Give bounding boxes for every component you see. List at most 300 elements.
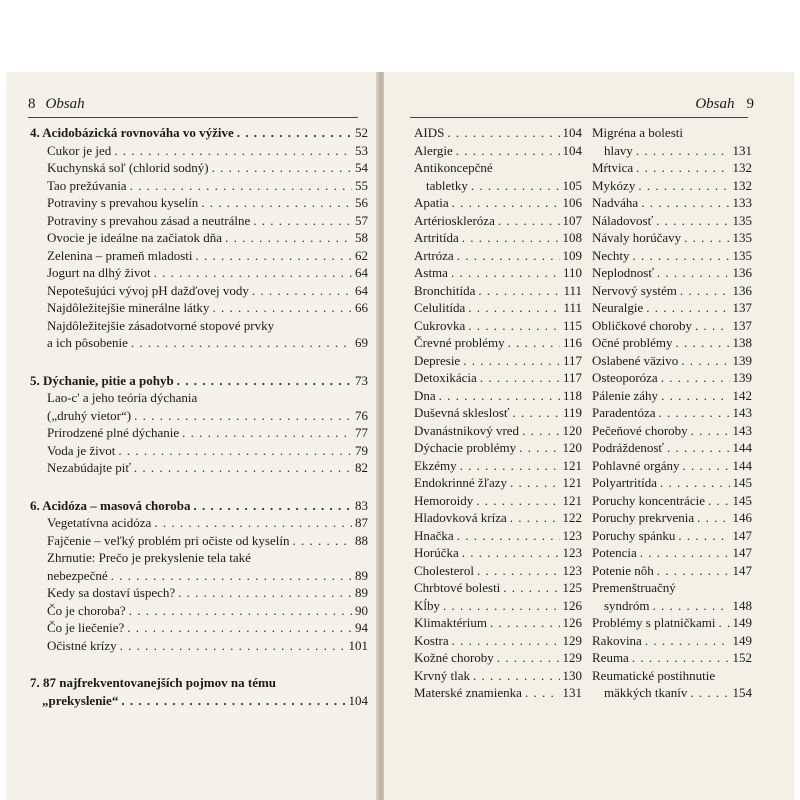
toc-leader-dots bbox=[497, 649, 560, 667]
toc-entry bbox=[592, 317, 752, 335]
toc-leader-dots bbox=[134, 459, 352, 477]
toc-entry-page: 53 bbox=[355, 142, 368, 158]
toc-entry-title: „prekyslenie“ bbox=[42, 692, 119, 708]
left-page-number: 8 bbox=[28, 96, 36, 112]
toc-entry-title: hlavy bbox=[604, 142, 633, 158]
toc-entry-title: Hemoroidy bbox=[414, 492, 474, 508]
toc-entry-page: 88 bbox=[355, 532, 368, 548]
toc-entry-title: Nezabúdajte piť bbox=[47, 460, 131, 475]
section-gap bbox=[30, 654, 368, 674]
toc-entry-title: Potraviny s prevahou zásad a neutrálne bbox=[47, 212, 251, 228]
toc-entry-title: 4. Acidobázická rovnováha vo výžive bbox=[30, 125, 234, 140]
toc-entry-page: 110 bbox=[562, 265, 582, 280]
toc-entry bbox=[592, 124, 752, 142]
toc-entry bbox=[30, 282, 368, 300]
toc-entry bbox=[30, 229, 368, 247]
toc-entry-page: 66 bbox=[355, 300, 368, 315]
toc-entry-page: 123 bbox=[562, 545, 582, 560]
toc-leader-dots bbox=[646, 299, 729, 317]
right-page-header bbox=[695, 96, 754, 113]
toc-entry bbox=[592, 684, 752, 702]
toc-entry-title: Premenštruačný bbox=[592, 580, 676, 595]
toc-entry bbox=[30, 334, 368, 352]
toc-entry-title: Detoxikácia bbox=[414, 370, 477, 385]
left-header-rule bbox=[28, 117, 358, 118]
toc-entry-page: 106 bbox=[562, 195, 582, 210]
toc-entry-page: 69 bbox=[355, 335, 368, 350]
toc-entry bbox=[414, 387, 582, 405]
toc-entry-title: Zelenina – prameň mladosti bbox=[47, 247, 193, 263]
toc-entry-title: Cholesterol bbox=[414, 562, 474, 578]
toc-entry-page: 87 bbox=[355, 515, 368, 530]
toc-entry-title: Tao prežúvania bbox=[47, 177, 127, 193]
toc-entry bbox=[414, 649, 582, 667]
right-page-number: 9 bbox=[746, 96, 754, 112]
toc-leader-dots bbox=[667, 439, 730, 457]
toc-leader-dots bbox=[120, 637, 346, 655]
toc-entry-title: Nadváha bbox=[592, 195, 639, 210]
toc-entry bbox=[592, 282, 752, 300]
toc-entry-title: Čo je liečenie? bbox=[47, 620, 125, 635]
toc-entry bbox=[414, 439, 582, 457]
toc-entry-title: Duševná skleslosť bbox=[414, 405, 510, 420]
toc-entry-page: 52 bbox=[355, 125, 368, 140]
toc-entry bbox=[414, 474, 582, 492]
toc-entry bbox=[30, 124, 368, 142]
toc-entry-page: 83 bbox=[355, 497, 368, 513]
toc-entry bbox=[414, 282, 582, 300]
right-header-rule bbox=[410, 117, 748, 118]
toc-entry bbox=[592, 492, 752, 510]
toc-entry-page: 115 bbox=[562, 317, 582, 333]
toc-entry-page: 152 bbox=[732, 650, 752, 665]
toc-entry-title: Chrbtové bolesti bbox=[414, 580, 501, 595]
toc-entry bbox=[30, 212, 368, 230]
toc-entry bbox=[592, 264, 752, 282]
toc-entry-title: Krvný tlak bbox=[414, 667, 470, 683]
toc-leader-dots bbox=[462, 544, 560, 562]
toc-leader-dots bbox=[478, 282, 560, 300]
toc-leader-dots bbox=[697, 509, 729, 527]
toc-entry bbox=[30, 532, 368, 550]
toc-entry bbox=[414, 684, 582, 702]
toc-entry-title: Mŕtvica bbox=[592, 160, 634, 175]
toc-entry-title: Podráždenosť bbox=[592, 440, 664, 455]
toc-entry-page: 129 bbox=[562, 650, 582, 665]
toc-entry-page: 57 bbox=[355, 212, 368, 228]
toc-entry-page: 122 bbox=[562, 510, 582, 525]
toc-entry bbox=[414, 317, 582, 335]
toc-entry-title: Rakovina bbox=[592, 632, 642, 648]
toc-entry bbox=[414, 614, 582, 632]
toc-entry-page: 143 bbox=[732, 422, 752, 438]
toc-entry-page: 55 bbox=[355, 177, 368, 193]
toc-leader-dots bbox=[457, 527, 560, 545]
toc-entry-title: syndróm bbox=[604, 597, 650, 613]
toc-entry-page: 126 bbox=[562, 615, 582, 630]
toc-entry bbox=[592, 352, 752, 370]
toc-entry-page: 89 bbox=[355, 585, 368, 600]
toc-entry-page: 117 bbox=[562, 352, 582, 368]
toc-entry-title: Vegetatívna acidóza bbox=[47, 515, 152, 530]
toc-leader-dots bbox=[468, 299, 560, 317]
toc-leader-dots bbox=[252, 282, 352, 300]
toc-leader-dots bbox=[659, 404, 730, 422]
toc-entry-title: Kuchynská soľ (chlorid sodný) bbox=[47, 160, 209, 175]
toc-entry bbox=[414, 177, 582, 195]
toc-leader-dots bbox=[508, 334, 560, 352]
toc-entry-page: 104 bbox=[348, 692, 368, 708]
toc-entry-title: Kedy sa dostaví úspech? bbox=[47, 585, 176, 600]
toc-entry-page: 118 bbox=[562, 387, 582, 403]
toc-entry bbox=[414, 142, 582, 160]
toc-leader-dots bbox=[660, 474, 730, 492]
toc-entry bbox=[592, 632, 752, 650]
toc-entry-title: Očistné krízy bbox=[47, 637, 117, 653]
toc-leader-dots bbox=[503, 579, 559, 597]
toc-entry bbox=[592, 457, 752, 475]
toc-entry-page: 120 bbox=[562, 440, 582, 455]
toc-entry bbox=[414, 352, 582, 370]
toc-entry bbox=[30, 497, 368, 515]
right-running-title: Obsah bbox=[695, 96, 735, 112]
toc-entry-page: 136 bbox=[732, 265, 752, 280]
toc-entry-page: 133 bbox=[732, 195, 752, 210]
toc-entry-title: Kostra bbox=[414, 632, 449, 648]
toc-leader-dots bbox=[439, 387, 560, 405]
toc-entry-title: Paradentóza bbox=[592, 405, 656, 420]
toc-leader-dots bbox=[633, 247, 730, 265]
toc-entry bbox=[414, 492, 582, 510]
toc-entry-title: Nervový systém bbox=[592, 282, 677, 298]
toc-entry bbox=[414, 632, 582, 650]
toc-entry-page: 121 bbox=[562, 457, 582, 473]
toc-entry bbox=[592, 247, 752, 265]
toc-leader-dots bbox=[212, 299, 352, 317]
toc-entry-title: Dýchacie problémy bbox=[414, 440, 517, 455]
toc-entry bbox=[30, 424, 368, 442]
toc-entry-title: Prirodzené plné dýchanie bbox=[47, 425, 180, 440]
toc-entry-page: 125 bbox=[562, 580, 582, 595]
toc-entry-page: 62 bbox=[355, 247, 368, 263]
toc-entry-page: 144 bbox=[732, 440, 752, 455]
toc-entry bbox=[592, 422, 752, 440]
toc-entry-title: Horúčka bbox=[414, 545, 459, 560]
toc-leader-dots bbox=[683, 457, 730, 475]
toc-entry-page: 123 bbox=[562, 527, 582, 543]
toc-entry-title: Kĺby bbox=[414, 597, 440, 613]
toc-entry-title: Osteoporóza bbox=[592, 370, 658, 385]
toc-entry bbox=[592, 404, 752, 422]
toc-entry-page: 145 bbox=[732, 492, 752, 508]
left-running-title: Obsah bbox=[45, 96, 85, 112]
toc-entry-page: 111 bbox=[563, 300, 582, 315]
toc-entry-page: 79 bbox=[355, 442, 368, 458]
toc-entry-title: Ekzémy bbox=[414, 457, 457, 473]
toc-leader-dots bbox=[456, 142, 560, 160]
toc-leader-dots bbox=[443, 597, 560, 615]
toc-entry-title: Antikoncepčné bbox=[414, 160, 493, 175]
toc-leader-dots bbox=[512, 404, 560, 422]
toc-leader-dots bbox=[114, 142, 352, 160]
toc-leader-dots bbox=[636, 142, 730, 160]
toc-entry bbox=[414, 124, 582, 142]
toc-leader-dots bbox=[519, 439, 559, 457]
toc-entry-page: 101 bbox=[348, 637, 368, 653]
toc-entry-page: 121 bbox=[562, 492, 582, 508]
toc-entry bbox=[414, 247, 582, 265]
toc-entry-title: 6. Acidóza – masová choroba bbox=[30, 497, 191, 513]
toc-leader-dots bbox=[134, 407, 352, 425]
toc-entry-page: 111 bbox=[563, 282, 582, 298]
toc-entry bbox=[414, 544, 582, 562]
toc-entry-title: Depresie bbox=[414, 352, 461, 368]
toc-leader-dots bbox=[131, 334, 352, 352]
toc-leader-dots bbox=[522, 422, 559, 440]
toc-entry bbox=[30, 299, 368, 317]
toc-leader-dots bbox=[182, 424, 352, 442]
toc-entry-title: Oslabené väzivo bbox=[592, 352, 679, 368]
toc-entry-page: 56 bbox=[355, 195, 368, 210]
toc-leader-dots bbox=[193, 497, 352, 515]
toc-entry-page: 54 bbox=[355, 160, 368, 175]
toc-entry-title: Poruchy koncentrácie bbox=[592, 492, 705, 508]
toc-leader-dots bbox=[510, 474, 560, 492]
toc-leader-dots bbox=[638, 177, 729, 195]
toc-entry-page: 135 bbox=[732, 230, 752, 245]
toc-leader-dots bbox=[118, 442, 352, 460]
toc-entry bbox=[414, 369, 582, 387]
toc-entry bbox=[592, 474, 752, 492]
toc-entry-page: 129 bbox=[562, 632, 582, 648]
toc-leader-dots bbox=[292, 532, 352, 550]
section-gap bbox=[30, 352, 368, 372]
toc-entry bbox=[414, 562, 582, 580]
toc-entry-title: Astma bbox=[414, 265, 448, 280]
toc-leader-dots bbox=[462, 229, 560, 247]
toc-entry bbox=[592, 142, 752, 160]
toc-entry-page: 139 bbox=[732, 370, 752, 385]
toc-entry bbox=[592, 527, 752, 545]
toc-entry-page: 105 bbox=[562, 177, 582, 193]
toc-entry bbox=[30, 584, 368, 602]
toc-entry-page: 131 bbox=[732, 142, 752, 158]
toc-entry-page: 64 bbox=[355, 282, 368, 298]
toc-entry-page: 120 bbox=[562, 422, 582, 438]
toc-entry bbox=[414, 194, 582, 212]
section-gap bbox=[30, 477, 368, 497]
toc-entry-page: 145 bbox=[732, 475, 752, 490]
toc-entry bbox=[30, 142, 368, 160]
toc-entry-page: 149 bbox=[732, 615, 752, 630]
toc-leader-dots bbox=[457, 247, 560, 265]
toc-leader-dots bbox=[684, 229, 729, 247]
toc-leader-dots bbox=[657, 264, 730, 282]
toc-entry bbox=[414, 229, 582, 247]
toc-leader-dots bbox=[636, 159, 729, 177]
toc-entry-title: Pečeňové choroby bbox=[592, 422, 688, 438]
toc-entry-title: Reuma bbox=[592, 650, 629, 665]
toc-leader-dots bbox=[691, 422, 730, 440]
toc-entry bbox=[592, 509, 752, 527]
toc-leader-dots bbox=[657, 562, 730, 580]
toc-entry bbox=[592, 369, 752, 387]
toc-leader-dots bbox=[632, 649, 730, 667]
toc-entry-page: 117 bbox=[562, 370, 582, 385]
toc-leader-dots bbox=[127, 619, 352, 637]
toc-entry-title: Kožné choroby bbox=[414, 650, 494, 665]
toc-entry bbox=[414, 264, 582, 282]
toc-entry-page: 147 bbox=[732, 527, 752, 543]
toc-entry-page: 126 bbox=[562, 597, 582, 613]
toc-index-column-2 bbox=[592, 124, 752, 702]
toc-leader-dots bbox=[253, 212, 352, 230]
toc-entry bbox=[592, 229, 752, 247]
toc-leader-dots bbox=[452, 194, 560, 212]
toc-leader-dots bbox=[154, 264, 352, 282]
toc-entry bbox=[414, 527, 582, 545]
toc-entry-title: Najdôležitejšie zásadotvorné stopové prvky bbox=[47, 317, 275, 333]
toc-entry bbox=[414, 422, 582, 440]
toc-leader-dots bbox=[154, 514, 352, 532]
toc-leader-dots bbox=[641, 194, 729, 212]
toc-entry bbox=[30, 602, 368, 620]
toc-entry bbox=[414, 299, 582, 317]
toc-leader-dots bbox=[645, 632, 730, 650]
toc-entry bbox=[30, 674, 368, 692]
toc-entry-page: 76 bbox=[355, 407, 368, 423]
toc-entry-title: Hladovková kríza bbox=[414, 510, 507, 525]
toc-entry-title: a ich pôsobenie bbox=[47, 335, 128, 350]
toc-entry-title: 7. 87 najfrekventovanejších pojmov na tému bbox=[30, 675, 277, 690]
toc-leader-dots bbox=[129, 602, 352, 620]
toc-leader-dots bbox=[225, 229, 352, 247]
toc-entry bbox=[592, 562, 752, 580]
toc-leader-dots bbox=[451, 264, 560, 282]
toc-leader-dots bbox=[656, 212, 729, 230]
toc-entry-title: Dna bbox=[414, 387, 436, 403]
toc-entry-page: 135 bbox=[732, 247, 752, 263]
toc-leader-dots bbox=[525, 684, 560, 702]
toc-entry-title: Potraviny s prevahou kyselín bbox=[47, 195, 199, 210]
toc-leader-dots bbox=[473, 667, 560, 685]
toc-entry bbox=[30, 514, 368, 532]
toc-entry-title: Poruchy spánku bbox=[592, 527, 676, 543]
toc-entry-title: Najdôležitejšie minerálne látky bbox=[47, 300, 210, 315]
toc-entry-page: 138 bbox=[732, 335, 752, 350]
toc-entry-title: Neplodnosť bbox=[592, 265, 654, 280]
toc-entry-title: Nepotešujúci vývoj pH dažďovej vody bbox=[47, 282, 249, 298]
toc-entry-title: Celulitída bbox=[414, 300, 466, 315]
toc-entry-page: 89 bbox=[355, 567, 368, 583]
toc-entry-title: Jogurt na dlhý život bbox=[47, 265, 151, 280]
toc-leader-dots bbox=[678, 527, 729, 545]
toc-entry bbox=[414, 334, 582, 352]
toc-entry bbox=[30, 389, 368, 407]
toc-entry-page: 137 bbox=[732, 300, 752, 315]
toc-entry bbox=[30, 567, 368, 585]
toc-entry-title: Potencia bbox=[592, 545, 637, 560]
toc-entry-title: Fajčenie – veľký problém pri očiste od kyselín bbox=[47, 532, 290, 548]
toc-entry-title: Čo je choroba? bbox=[47, 602, 126, 618]
toc-leader-dots bbox=[676, 334, 730, 352]
toc-entry-title: Artróza bbox=[414, 247, 454, 263]
toc-leader-dots bbox=[690, 684, 729, 702]
toc-leader-dots bbox=[510, 509, 560, 527]
toc-entry-title: Polyartritída bbox=[592, 475, 657, 490]
toc-entry-title: Pálenie záhy bbox=[592, 387, 659, 403]
toc-entry-title: mäkkých tkanív bbox=[604, 685, 688, 700]
toc-entry-title: Migréna a bolesti bbox=[592, 125, 683, 140]
toc-entry bbox=[592, 177, 752, 195]
toc-entry-title: Ovocie je ideálne na začiatok dňa bbox=[47, 230, 223, 245]
toc-entry-page: 139 bbox=[732, 352, 752, 368]
toc-leader-dots bbox=[490, 614, 560, 632]
toc-entry-title: AIDS bbox=[414, 125, 445, 140]
toc-entry-page: 116 bbox=[562, 335, 582, 350]
toc-entry-title: Návaly horúčavy bbox=[592, 230, 682, 245]
toc-entry-page: 137 bbox=[732, 317, 752, 333]
toc-entry-page: 143 bbox=[732, 405, 752, 420]
toc-entry-title: Voda je život bbox=[47, 442, 116, 458]
toc-left-column bbox=[30, 124, 368, 709]
toc-entry-page: 109 bbox=[562, 247, 582, 263]
toc-entry-title: Lao-c' a jeho teória dýchania bbox=[47, 390, 198, 405]
toc-entry bbox=[592, 299, 752, 317]
toc-entry-page: 154 bbox=[732, 685, 752, 700]
toc-entry-title: Endokrinné žľazy bbox=[414, 475, 507, 490]
toc-entry-page: 147 bbox=[732, 545, 752, 560]
toc-leader-dots bbox=[195, 247, 352, 265]
toc-leader-dots bbox=[498, 212, 560, 230]
toc-leader-dots bbox=[111, 567, 352, 585]
toc-entry-title: tabletky bbox=[426, 177, 468, 193]
toc-entry-title: Artérioskleróza bbox=[414, 212, 495, 228]
toc-entry-title: Obličkové choroby bbox=[592, 317, 693, 333]
toc-leader-dots bbox=[201, 194, 352, 212]
toc-entry-page: 108 bbox=[562, 230, 582, 245]
toc-entry-page: 107 bbox=[562, 212, 582, 228]
toc-entry-page: 130 bbox=[562, 667, 582, 683]
toc-entry bbox=[592, 597, 752, 615]
toc-entry bbox=[30, 549, 368, 567]
toc-entry bbox=[592, 159, 752, 177]
toc-leader-dots bbox=[463, 352, 560, 370]
toc-entry-page: 94 bbox=[355, 620, 368, 635]
toc-entry bbox=[414, 212, 582, 230]
toc-entry bbox=[30, 692, 368, 710]
toc-entry-title: Dvanástnikový vred bbox=[414, 422, 520, 438]
toc-entry-title: Pohlavné orgány bbox=[592, 457, 680, 473]
toc-leader-dots bbox=[640, 544, 730, 562]
toc-entry bbox=[30, 194, 368, 212]
toc-entry-title: Klimaktérium bbox=[414, 615, 487, 630]
toc-leader-dots bbox=[681, 352, 729, 370]
toc-leader-dots bbox=[452, 632, 560, 650]
toc-entry bbox=[30, 407, 368, 425]
toc-entry-title: Poruchy prekrvenia bbox=[592, 510, 695, 525]
toc-entry-page: 64 bbox=[355, 265, 368, 280]
toc-entry-title: Alergie bbox=[414, 142, 453, 158]
toc-leader-dots bbox=[477, 562, 560, 580]
toc-entry-title: Cukor je jed bbox=[47, 142, 112, 158]
toc-entry-page: 73 bbox=[355, 372, 368, 388]
toc-leader-dots bbox=[661, 369, 730, 387]
toc-leader-dots bbox=[178, 584, 352, 602]
toc-entry-title: Hnačka bbox=[414, 527, 454, 543]
toc-entry-page: 132 bbox=[732, 160, 752, 175]
toc-leader-dots bbox=[476, 492, 559, 510]
